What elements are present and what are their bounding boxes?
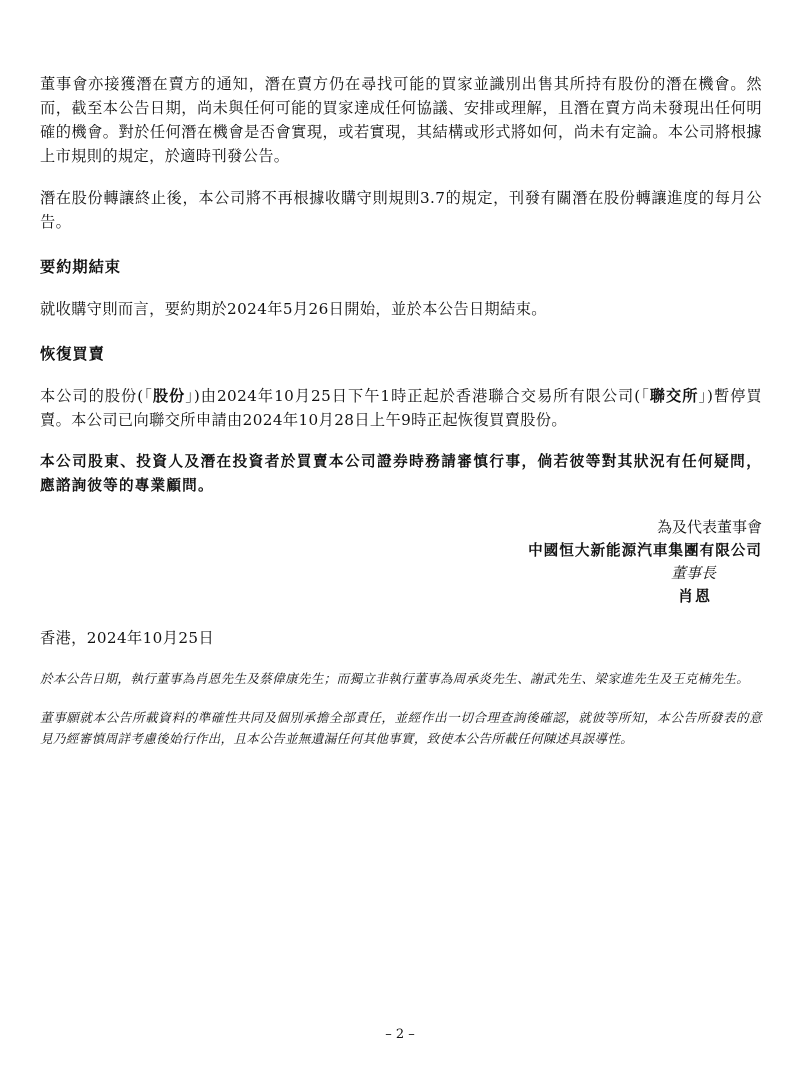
paragraph-potential-seller: 董事會亦接獲潛在賣方的通知，潛在賣方仍在尋找可能的買家並識別出售其所持有股份的潛在機會。然而，截至本公告日期，尚未與任何可能的買家達成任何協議、安排或理解，且潛在賣方尚未發現出任何明確的機會。對於任何潛在機會是否會實現，或若實現，其結構或形式將如何，尚未有定論。本公司將根據上市規則的規定，於適時刊發公告。 xyxy=(40,75,762,165)
resumption-text-2: 」)由2024年10月25日下午1時正起於香港聯合交易所有限公司(「 xyxy=(185,387,650,405)
signature-name-row xyxy=(40,585,762,608)
heading-resumption: 恢復買賣 xyxy=(40,345,105,363)
resumption-text-3: 」)暫停買賣。本公司已向聯交所申請由2024年10月28日上午9時正起恢復買賣股份。 xyxy=(40,387,762,429)
signature-title: 董事長 xyxy=(670,564,716,582)
defined-term-stock-exchange: 聯交所 xyxy=(649,387,699,405)
directors-note: 於本公告日期，執行董事為肖恩先生及蔡偉康先生；而獨立非執行董事為周承炎先生、謝武先生、梁家進先生及王克楠先生。 xyxy=(40,671,750,686)
paragraph-monthly-announcement: 潛在股份轉讓終止後，本公司將不再根據收購守則規則3.7的規定，刊發有關潛在股份轉讓進度的每月公告。 xyxy=(40,189,762,231)
date-location: 香港，2024年10月25日 xyxy=(40,629,215,647)
heading-offer-period-end: 要約期結束 xyxy=(40,258,121,276)
defined-term-shares: 股份 xyxy=(152,387,186,405)
page-number: – 2 – xyxy=(385,1027,415,1042)
resumption-text-1: 本公司的股份(「 xyxy=(40,387,153,405)
announcement-page xyxy=(40,72,762,749)
caution-statement: 本公司股東、投資人及潛在投資者於買賣本公司證券時務請審慎行事，倘若彼等對其狀況有任何疑問，應諮詢彼等的專業顧問。 xyxy=(40,453,762,494)
responsibility-statement: 董事願就本公告所載資料的準確性共同及個別承擔全部責任，並經作出一切合理查詢後確認，就彼等所知，本公告所發表的意見乃經審慎周詳考慮後始行作出，且本公告並無遺漏任何其他事實，致使本公告所載任何陳述具誤導性。 xyxy=(40,710,762,746)
signature-on-behalf: 為及代表董事會 xyxy=(656,518,762,536)
signature-block xyxy=(40,516,762,608)
signature-company: 中國恒大新能源汽車集團有限公司 xyxy=(528,542,762,559)
paragraph-offer-period: 就收購守則而言，要約期於2024年5月26日開始，並於本公告日期結束。 xyxy=(40,300,547,318)
signature-title-row xyxy=(40,562,762,585)
paragraph-resumption xyxy=(40,384,762,432)
signature-name: 肖恩 xyxy=(677,587,712,605)
